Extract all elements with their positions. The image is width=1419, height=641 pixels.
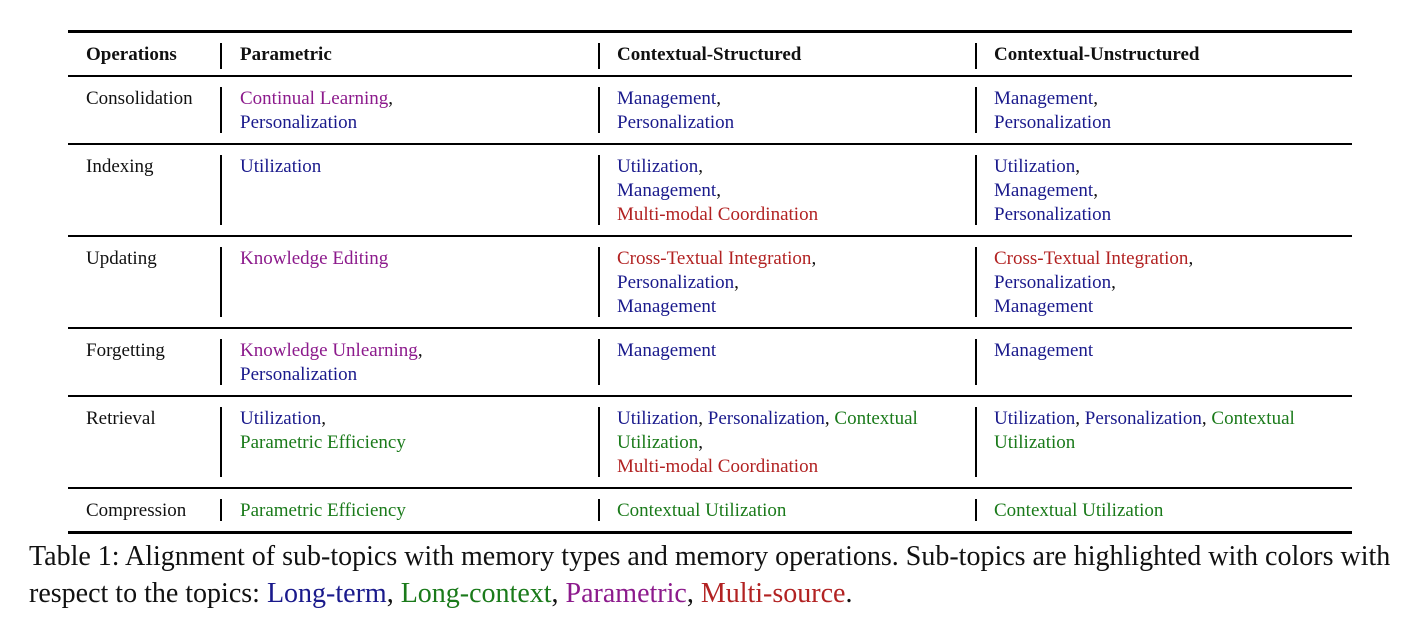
subtopic: Personalization	[617, 112, 735, 133]
table-cell	[220, 489, 598, 531]
subtopic: Personalization	[994, 204, 1112, 225]
subtopic: Management	[994, 88, 1094, 109]
subtopic: Management	[994, 296, 1094, 317]
table-cell	[598, 489, 975, 531]
subtopic: Management	[617, 88, 717, 109]
header-contextual-unstructured: Contextual-Unstructured	[975, 33, 1352, 75]
table-row	[68, 145, 1352, 235]
separator: ,	[716, 88, 721, 109]
operation-label: Consolidation	[86, 88, 193, 109]
table-cell	[220, 329, 598, 395]
subtopic: Contextual Utilization	[994, 408, 1295, 453]
subtopic: Parametric Efficiency	[240, 432, 406, 453]
subtopic: Parametric Efficiency	[240, 500, 406, 521]
table-row	[68, 397, 1352, 487]
separator: ,	[698, 156, 704, 177]
table-row	[68, 489, 1352, 531]
subtopic: Personalization	[994, 112, 1112, 133]
header-parametric: Parametric	[220, 33, 598, 75]
table-cell	[598, 237, 975, 327]
table-cell	[220, 397, 598, 487]
separator: ,	[824, 408, 830, 429]
subtopic: Knowledge Editing	[240, 248, 389, 269]
operation-label: Compression	[86, 500, 187, 521]
header-operations: Operations	[86, 44, 177, 65]
legend-topic-long-term: Long-term	[266, 578, 387, 609]
subtopic: Utilization	[240, 408, 322, 429]
separator: ,	[1075, 156, 1081, 177]
operation-label: Indexing	[86, 156, 154, 177]
operation-label: Retrieval	[86, 408, 156, 429]
separator: ,	[1188, 248, 1194, 269]
subtopic: Personalization	[617, 272, 735, 293]
legend-separator: ,	[386, 578, 401, 609]
separator: ,	[1093, 180, 1098, 201]
separator: ,	[716, 180, 721, 201]
table-row	[68, 77, 1352, 143]
table-cell	[220, 145, 598, 235]
table-cell	[975, 77, 1352, 143]
separator: ,	[698, 408, 704, 429]
subtopic: Knowledge Unlearning	[240, 340, 418, 361]
table-body	[68, 77, 1352, 531]
subtopic: Personalization	[1084, 408, 1202, 429]
legend-separator: ,	[686, 578, 701, 609]
subtopic: Utilization	[240, 156, 322, 177]
subtopic: Multi-modal Coordination	[617, 456, 819, 477]
caption-topics	[267, 578, 853, 609]
table-cell	[975, 397, 1352, 487]
subtopic: Personalization	[994, 272, 1112, 293]
table-cell	[598, 397, 975, 487]
header-contextual-structured: Contextual-Structured	[598, 33, 975, 75]
subtopic: Utilization	[994, 156, 1076, 177]
subtopic: Contextual Utilization	[617, 408, 918, 453]
table-cell	[220, 237, 598, 327]
subtopic: Cross-Textual Integration	[617, 248, 812, 269]
caption-text: Table 1: Alignment of sub-topics with memory types and memory operations. Sub-topics are highlighted with colors with respect to the topics:	[29, 541, 1391, 609]
separator: ,	[698, 432, 704, 453]
table-cell	[975, 489, 1352, 531]
table-cell	[598, 329, 975, 395]
table-cell	[598, 77, 975, 143]
legend-separator: ,	[551, 578, 566, 609]
subtopic: Personalization	[707, 408, 825, 429]
subtopic: Contextual Utilization	[994, 500, 1164, 521]
subtopic: Continual Learning	[240, 88, 389, 109]
table-cell	[220, 77, 598, 143]
subtopic: Management	[994, 340, 1094, 361]
subtopic: Personalization	[240, 364, 358, 385]
subtopic: Cross-Textual Integration	[994, 248, 1189, 269]
separator: ,	[417, 340, 423, 361]
subtopic: Personalization	[240, 112, 358, 133]
table-cell	[598, 145, 975, 235]
separator: ,	[1201, 408, 1207, 429]
subtopic: Utilization	[617, 156, 699, 177]
subtopic: Management	[617, 296, 717, 317]
subtopic: Contextual Utilization	[617, 500, 787, 521]
separator: ,	[388, 88, 394, 109]
separator: ,	[811, 248, 817, 269]
subtopic: Utilization	[617, 408, 699, 429]
table-header-row	[68, 33, 1352, 75]
separator: ,	[1075, 408, 1081, 429]
legend-topic-multi-source: Multi-source	[700, 578, 846, 609]
separator: ,	[1111, 272, 1116, 293]
operation-label: Updating	[86, 248, 157, 269]
table-cell	[975, 329, 1352, 395]
separator: ,	[1093, 88, 1098, 109]
table-row	[68, 237, 1352, 327]
table-cell	[975, 145, 1352, 235]
subtopic: Management	[617, 180, 717, 201]
table-row	[68, 329, 1352, 395]
memory-operations-table	[68, 30, 1352, 534]
legend-topic-parametric: Parametric	[565, 578, 687, 609]
separator: ,	[734, 272, 739, 293]
separator: ,	[321, 408, 327, 429]
subtopic: Utilization	[994, 408, 1076, 429]
legend-topic-long-context: Long-context	[400, 578, 552, 609]
operation-label: Forgetting	[86, 340, 165, 361]
table-bottom-rule	[68, 531, 1352, 534]
subtopic: Management	[617, 340, 717, 361]
subtopic: Multi-modal Coordination	[617, 204, 819, 225]
table-caption	[29, 538, 1399, 612]
subtopic: Management	[994, 180, 1094, 201]
table-cell	[975, 237, 1352, 327]
legend-separator: .	[845, 578, 853, 609]
